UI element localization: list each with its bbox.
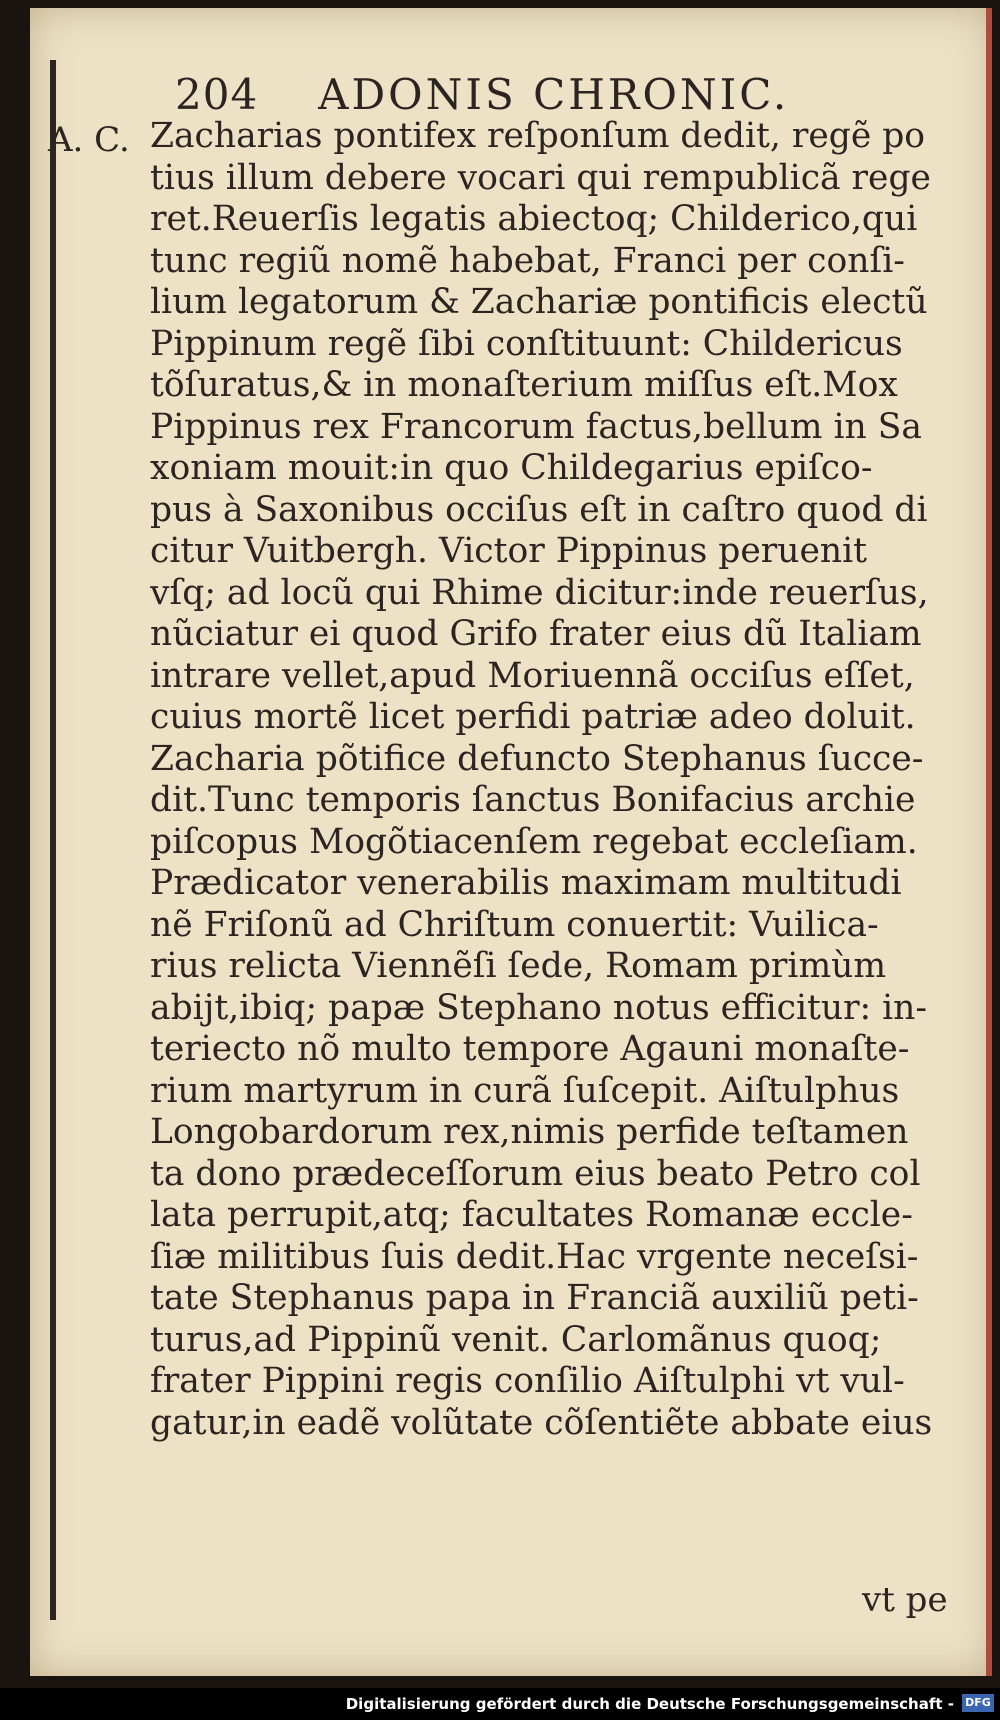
body-text (150, 116, 960, 1444)
text-line: citur Vuitbergh. Victor Pippinus peruenit (150, 531, 868, 571)
text-line: nẽ Friſonũ ad Chriſtum conuertit: Vuilica- (150, 904, 879, 945)
dfg-logo: DFG (962, 1694, 994, 1712)
text-line: rium martyrum in curã ſuſcepit. Aiſtulphus (150, 1070, 900, 1111)
text-line: Zacharias pontifex reſponſum dedit, regẽ po (150, 116, 926, 156)
catchword: vt pe (862, 1580, 948, 1620)
page-number: 204 (175, 70, 259, 119)
text-line: Pippinus rex Francorum factus,bellum in Sa (150, 406, 922, 447)
text-line: frater Pippini regis conſilio Aiſtulphi vt vul- (150, 1361, 905, 1401)
text-line: Longobardorum rex,nimis perfide teſtamen (150, 1112, 909, 1152)
text-line: turus,ad Pippinũ venit. Carlomãnus quoq; (150, 1319, 882, 1360)
text-line: pus à Saxonibus occiſus eſt in caſtro quod di (150, 489, 928, 530)
page-edge (986, 8, 992, 1676)
text-line: tunc regiũ nomẽ habebat, Franci per conſi- (150, 240, 905, 281)
text-line: Prædicator venerabilis maximam multitudi (150, 863, 902, 903)
text-line: tõſuratus,& in monaſterium miſſus eſt.Mox (150, 365, 898, 405)
running-head (175, 70, 875, 119)
margin-rule (50, 60, 56, 1620)
text-line: rius relicta Viennẽſi ſede, Romam primùm (150, 946, 887, 986)
running-title: ADONIS CHRONIC. (318, 70, 790, 119)
text-line: teriecto nõ multo tempore Agauni monaſte- (150, 1029, 910, 1069)
text-line: tius illum debere vocari qui rempublicã rege (150, 157, 931, 198)
text-line: abijt,ibiq; papæ Stephano notus efficitur: in- (150, 987, 928, 1028)
text-line: piſcopus Mogõtiacenſem regebat eccleſiam. (150, 821, 918, 862)
text-line: ret.Reuerſis legatis abiectoq; Childerico,qui (150, 199, 918, 239)
funding-credit: Digitalisierung gefördert durch die Deutsche Forschungsgemeinschaft - (345, 1695, 954, 1713)
text-line: tate Stephanus papa in Franciã auxiliũ peti- (150, 1278, 919, 1318)
text-line: lium legatorum & Zachariæ pontificis electũ (150, 282, 928, 322)
text-line: vſq; ad locũ qui Rhime dicitur:inde reuerſus, (150, 572, 929, 613)
text-line: gatur,in eadẽ volũtate cõſentiẽte abbate eius (150, 1402, 933, 1443)
text-line: Zacharia põtifice defuncto Stephanus ſucce- (150, 738, 924, 779)
text-line: cuius mortẽ licet perfidi patriæ adeo doluit. (150, 697, 916, 737)
text-line: intrare vellet,apud Moriuennã occiſus eſſet, (150, 655, 915, 696)
footer-bar (0, 1688, 1000, 1720)
text-line: Pippinum regẽ ſibi conſtituunt: Childericus (150, 323, 903, 364)
text-line: nũciatur ei quod Grifo frater eius dũ Italiam (150, 614, 922, 654)
text-line: dit.Tunc temporis ſanctus Bonifacius archie (150, 780, 916, 820)
marginal-note: A. C. (48, 120, 130, 160)
text-line: ta dono prædeceſſorum eius beato Petro col (150, 1153, 921, 1194)
text-line: ſiæ militibus ſuis dedit.Hac vrgente neceſsi- (150, 1236, 919, 1277)
text-line: xoniam mouit:in quo Childegarius epiſco- (150, 448, 873, 488)
text-line: lata perrupit,atq; facultates Romanæ eccle- (150, 1195, 913, 1235)
